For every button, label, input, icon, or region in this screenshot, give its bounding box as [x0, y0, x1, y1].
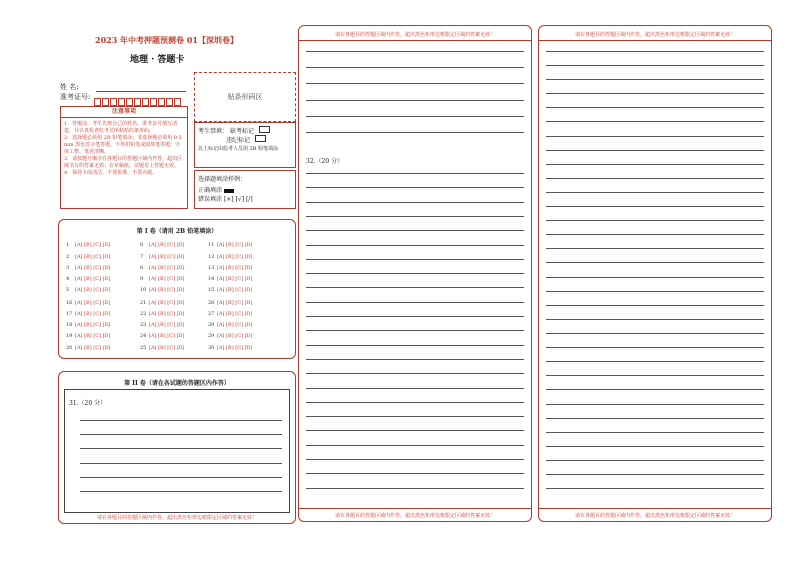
divider [298, 40, 532, 41]
answer-options[interactable]: [A] [B] [C] [D] [217, 311, 253, 317]
answer-options[interactable]: [A] [B] [C] [D] [217, 287, 253, 293]
q32-answer-line [306, 202, 524, 203]
question-1[interactable] [66, 242, 111, 248]
answer-options[interactable]: [A] [B] [C] [D] [149, 345, 185, 351]
q32-answer-line [306, 330, 524, 331]
question-number: 7 [140, 254, 144, 260]
question-number: 17 [66, 311, 73, 317]
answer-options[interactable]: [A] [B] [C] [D] [149, 254, 185, 260]
q31-label: 31.（20 分） [69, 400, 107, 407]
question-24[interactable] [140, 333, 185, 339]
answer-line [546, 178, 764, 179]
question-20[interactable] [66, 345, 111, 351]
answer-line [546, 347, 764, 348]
question-13[interactable] [208, 265, 253, 271]
question-number: 3 [66, 265, 70, 271]
answer-options[interactable]: [A] [B] [C] [D] [149, 311, 185, 317]
answer-options[interactable]: [A] [B] [C] [D] [149, 322, 185, 328]
q32-answer-line [306, 316, 524, 317]
question-10[interactable] [140, 287, 185, 293]
question-number: 9 [140, 276, 144, 282]
answer-options[interactable]: [A] [B] [C] [D] [217, 345, 253, 351]
part1-title: 第 I 卷（请用 2B 铅笔填涂） [136, 228, 218, 235]
answer-line [546, 164, 764, 165]
answer-line [546, 361, 764, 362]
warning-text: 请在各题目的答题区域内作答，超出黑色矩形边框限定区域的答案无效！ [334, 32, 495, 38]
exam-status-label: 考生禁填： [198, 128, 229, 135]
q32-answer-line [306, 416, 524, 417]
subject-title: 地理 · 答题卡 [130, 55, 185, 65]
answer-line [546, 488, 764, 489]
notice-box [60, 106, 188, 209]
answer-line [546, 432, 764, 433]
answer-options[interactable]: [A] [B] [C] [D] [75, 254, 111, 260]
answer-line [546, 446, 764, 447]
question-number: 4 [66, 276, 70, 282]
answer-options[interactable]: [A] [B] [C] [D] [149, 276, 185, 282]
answer-options[interactable]: [A] [B] [C] [D] [75, 311, 111, 317]
answer-line [546, 150, 764, 151]
warning-text: 请在各题目的答题区域内作答，超出黑色矩形边框限定区域的答案无效！ [574, 32, 735, 38]
answer-options[interactable]: [A] [B] [C] [D] [217, 276, 253, 282]
exam-status-box [194, 122, 296, 168]
question-22[interactable] [140, 311, 185, 317]
answer-line [546, 121, 764, 122]
question-2[interactable] [66, 254, 111, 260]
ticket-label: 准考证号: [60, 93, 91, 101]
question-30[interactable] [208, 345, 253, 351]
question-number: 5 [66, 287, 70, 293]
q32-answer-line [306, 402, 524, 403]
question-4[interactable] [66, 276, 111, 282]
answer-options[interactable]: [A] [B] [C] [D] [75, 345, 111, 351]
question-number: 8 [140, 265, 144, 271]
answer-line [546, 107, 764, 108]
q32-answer-line [306, 245, 524, 246]
divider [298, 508, 532, 509]
q32-answer-line [306, 67, 524, 68]
wrong-fill-label: 错误填涂 [198, 196, 223, 203]
question-28[interactable] [208, 322, 253, 328]
question-number: 11 [208, 242, 215, 248]
q31-answer-line [80, 448, 282, 449]
q31-answer-line [80, 420, 282, 421]
answer-options[interactable]: [A] [B] [C] [D] [75, 322, 111, 328]
answer-line [546, 460, 764, 461]
question-number: 29 [208, 333, 215, 339]
cheat-checkbox[interactable] [255, 135, 266, 142]
barcode-area [194, 72, 296, 122]
question-number: 14 [208, 276, 215, 282]
answer-options[interactable]: [A] [B] [C] [D] [217, 300, 253, 306]
answer-options[interactable]: [A] [B] [C] [D] [149, 242, 185, 248]
answer-line [546, 192, 764, 193]
q31-answer-line [80, 463, 282, 464]
answer-line [546, 333, 764, 334]
answer-options[interactable]: [A] [B] [C] [D] [75, 265, 111, 271]
question-number: 12 [208, 254, 215, 260]
question-number: 23 [140, 322, 147, 328]
warning-text: 请在各题目的答题区域内作答，超出黑色矩形边框限定区域的答案无效！ [96, 515, 257, 521]
question-8[interactable] [140, 265, 185, 271]
q32-answer-line [306, 187, 524, 188]
answer-options[interactable]: [A] [B] [C] [D] [75, 242, 111, 248]
answer-options[interactable]: [A] [B] [C] [D] [75, 300, 111, 306]
q32-answer-line [306, 373, 524, 374]
question-number: 1 [66, 242, 70, 248]
notice-item: 1．答题前，考生先将自己的姓名、准考证号填写清楚，并认真检查监考员所粘贴的条形码。 [64, 121, 178, 134]
question-number: 19 [66, 333, 73, 339]
question-number: 27 [208, 311, 215, 317]
question-21[interactable] [140, 300, 185, 306]
correct-fill-label: 正确填涂 [198, 187, 223, 194]
answer-options[interactable]: [A] [B] [C] [D] [75, 287, 111, 293]
question-number: 10 [140, 287, 147, 293]
answer-line [546, 418, 764, 419]
absent-label: 缺考标记 [229, 128, 254, 135]
divider [538, 508, 772, 509]
question-26[interactable] [208, 300, 253, 306]
name-label: 姓 名: [60, 83, 79, 91]
question-12[interactable] [208, 254, 253, 260]
answer-line [546, 136, 764, 137]
q31-answer-line [80, 434, 282, 435]
answer-line [546, 93, 764, 94]
q32-answer-line [306, 430, 524, 431]
correct-fill-mark [224, 189, 234, 193]
answer-options[interactable]: [A] [B] [C] [D] [217, 322, 253, 328]
answer-line [546, 262, 764, 263]
warning-text: 请在各题目的答题区域内作答，超出黑色矩形边框限定区域的答案无效！ [334, 513, 495, 519]
answer-options[interactable]: [A] [B] [C] [D] [217, 333, 253, 339]
question-9[interactable] [140, 276, 185, 282]
q32-answer-line [306, 273, 524, 274]
answer-options[interactable]: [A] [B] [C] [D] [75, 276, 111, 282]
q32-answer-line [306, 345, 524, 346]
question-number: 6 [140, 242, 144, 248]
question-number: 13 [208, 265, 215, 271]
q31-answer-area[interactable] [64, 389, 290, 513]
cheat-label: 违纪标记 [226, 137, 251, 144]
q32-answer-line [306, 100, 524, 101]
question-number: 21 [140, 300, 147, 306]
q32-answer-line [306, 445, 524, 446]
question-number: 26 [208, 300, 215, 306]
absent-checkbox[interactable] [259, 126, 270, 133]
question-number: 18 [66, 322, 73, 328]
answer-line [546, 220, 764, 221]
question-29[interactable] [208, 333, 253, 339]
question-25[interactable] [140, 345, 185, 351]
q32-answer-line [306, 488, 524, 489]
q32-answer-line [306, 459, 524, 460]
answer-options[interactable]: [A] [B] [C] [D] [149, 300, 185, 306]
answer-options[interactable]: [A] [B] [C] [D] [149, 287, 185, 293]
q32-answer-line [306, 388, 524, 389]
question-27[interactable] [208, 311, 253, 317]
fill-example-box [194, 170, 296, 209]
q32-answer-line [306, 132, 524, 133]
question-number: 24 [140, 333, 147, 339]
answer-line [546, 474, 764, 475]
q32-answer-line [306, 51, 524, 52]
answer-line [546, 319, 764, 320]
q32-answer-line [306, 259, 524, 260]
question-7[interactable] [140, 254, 185, 260]
question-3[interactable] [66, 265, 111, 271]
q31-answer-line [80, 477, 282, 478]
question-number: 16 [66, 300, 73, 306]
question-5[interactable] [66, 287, 111, 293]
q32-answer-line [306, 287, 524, 288]
answer-line [546, 291, 764, 292]
question-6[interactable] [140, 242, 185, 248]
q32-answer-line [306, 302, 524, 303]
q31-answer-line [80, 491, 282, 492]
divider [538, 40, 772, 41]
question-number: 15 [208, 287, 215, 293]
exam-title: 2023 年中考押题预测卷 01【深圳卷】 [95, 35, 238, 45]
question-number: 28 [208, 322, 215, 328]
q32-answer-line [306, 83, 524, 84]
notice-item: 3．请按题号顺序在各题目的答题区域内作答，超出区域书写的答案无效；在草稿纸、试题卷上答题无效。 [64, 156, 183, 169]
answer-options[interactable]: [A] [B] [C] [D] [217, 242, 253, 248]
question-19[interactable] [66, 333, 111, 339]
answer-line [546, 65, 764, 66]
answer-line [546, 404, 764, 405]
notice-title: 注意事项 [61, 107, 187, 118]
answer-line [546, 234, 764, 235]
warning-text: 请在各题目的答题区域内作答，超出黑色矩形边框限定区域的答案无效！ [574, 513, 735, 519]
answer-line [546, 206, 764, 207]
answer-options[interactable]: [A] [B] [C] [D] [217, 254, 253, 260]
q32-answer-line [306, 216, 524, 217]
question-number: 20 [66, 345, 73, 351]
q32-answer-line [306, 173, 524, 174]
part2-title: 第 II 卷（请在各试题的答题区内作答） [124, 380, 230, 387]
answer-options[interactable]: [A] [B] [C] [D] [75, 333, 111, 339]
notice-item: 4．保持卡面清洁，不要折叠、不要弄破。 [64, 170, 158, 176]
fill-example-title: 选择题填涂样例： [198, 176, 247, 183]
answer-line [546, 248, 764, 249]
q32-answer-line [306, 116, 524, 117]
answer-line [546, 305, 764, 306]
question-11[interactable] [208, 242, 253, 248]
answer-line [546, 375, 764, 376]
answer-options[interactable]: [A] [B] [C] [D] [149, 265, 185, 271]
question-15[interactable] [208, 287, 253, 293]
notice-item: 2．选择题必须用 2B 铅笔填涂；非选择题必须用 0.5 mm 黑色签字笔答题，不得用铅笔或圆珠笔答题；字体工整、笔迹清晰。 [64, 135, 182, 155]
question-number: 25 [140, 345, 147, 351]
question-number: 30 [208, 345, 215, 351]
q32-answer-line [306, 473, 524, 474]
barcode-label: 贴条形码区 [227, 93, 263, 101]
exam-status-note: 以上标记由监考人员用 2B 铅笔填涂 [198, 146, 279, 152]
answer-line [546, 79, 764, 80]
answer-line [546, 277, 764, 278]
answer-options[interactable]: [A] [B] [C] [D] [217, 265, 253, 271]
question-16[interactable] [66, 300, 111, 306]
question-23[interactable] [140, 322, 185, 328]
right-column-box [538, 25, 772, 522]
answer-options[interactable]: [A] [B] [C] [D] [149, 333, 185, 339]
answer-line [546, 51, 764, 52]
wrong-fill-marks: [×] [√] [/] [223, 196, 253, 203]
question-14[interactable] [208, 276, 253, 282]
q32-answer-line [306, 359, 524, 360]
question-number: 22 [140, 311, 147, 317]
question-18[interactable] [66, 322, 111, 328]
q32-answer-line [306, 230, 524, 231]
answer-line [546, 389, 764, 390]
question-number: 2 [66, 254, 70, 260]
q32-label: 32.（20 分） [306, 158, 344, 165]
question-17[interactable] [66, 311, 111, 317]
